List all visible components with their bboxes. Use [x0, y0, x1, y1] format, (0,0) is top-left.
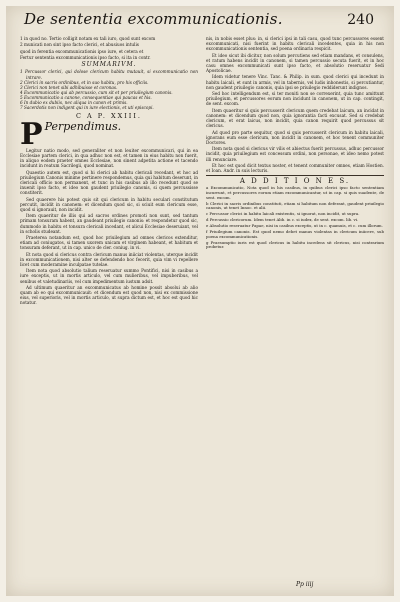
body-paragraph: Et hoc est quod dicit textus noster, et tenent communiter omnes, etiam Hostien. et Ioan. Andr. in suis lecturis.	[206, 162, 384, 174]
additions-heading: A D D I T I O N E S.	[239, 177, 351, 186]
left-column	[20, 36, 198, 307]
chapter-opening	[20, 116, 198, 152]
body-paragraph: Quaestio autem est, quod si hi clerici ab habitu clericali recedant, et hoc ad priuilegium Canonis minime pertinere respondemus, quia qui habitum deserunt, in clericali officio non permanent, et tunc in his casibus ab illo recedunt quod se inuenit ipso facto, et ideo non gaudent priuilegio canonis, si quem percussisse constiterit.	[20, 169, 198, 196]
addition-note: b Clerici in sacris ordinibus constituti, etiam si habitum non deferant, gaudent priuilegio canonis, ut tenet Innoc. et alii.	[206, 200, 384, 211]
right-column	[206, 36, 384, 251]
addition-note: d Percussio clericorum. Idem tenet Abb. in c. si iudex, de sent. excom. lib. vi.	[206, 217, 359, 223]
addition-note: a Excommunicatio, Nota quod in his casibus, in quibus clerici ipso facto sententiam incurrunt, et percussores eorum etiam excommunicantur, ut in cap. si quis suadente, de sent. excom.	[206, 185, 384, 200]
book-page	[6, 6, 394, 596]
body-paragraph: Idem videtur tenere Vinc. Tanc. & Philip. in sum. quod clerici qui incedunt in habitu laicali, et sunt in armis, vel in tabernis, vel ludis inhonestis, si percutiantur, non gaudent priuilegio canonis, quia ipsi se priuilegio reddiderunt indignos.	[206, 74, 384, 90]
running-head	[24, 10, 374, 34]
body-paragraph: Item quaeritur si quis percusserit clericum quem credebat laicum, an incidat in canonem: et dicendum quod non, quia ignorantia facti excusat. Sed si credebat clericum, et erat laicus, non incidit, quia canon requirit quod percussus sit clericus.	[206, 107, 384, 129]
addition-note: c Percussor clerici in habitu laicali existentis, si ignorat, non incidit, ut supra.	[206, 211, 360, 217]
summary-item: 1 Percussor clerici, qui dolose clericum habitu mutauit, si excommunicatio non intrare.	[20, 69, 198, 80]
summary-label: SUMMARIVM.	[81, 61, 137, 69]
addition-note: g Praesumptio iuris est quod clericus in habitu incedens sit clericus, nisi contrarium probetur.	[206, 239, 384, 250]
page-title: De sententia excommunicationis.	[24, 10, 283, 28]
intro-line: 1 in quod no. Tertio colligit notam ex tali iuro, quod sunt excom	[20, 36, 156, 41]
body-paragraph: Sed quaerere his potest quis sit qui clericum in habitu seculari constitutum percutit, incidit in canonem: et dicendum quod sic, si sciuit eum clericum esse, quod si ignorauit, non incidit.	[20, 196, 198, 212]
body-paragraph: Item nota quod si clericus vir vilis et abiectus fuerit percussus, adhuc percussor incidit, quia priuilegium est concessum ordini, non personae, et ideo nemo potest illi renunciare.	[206, 146, 384, 162]
signature-mark: Pp iiij	[296, 581, 314, 588]
body-paragraph: Legitur natio modo, sed generaliter et non leuiter excommunicari, qui in ea Ecclesiae partem clerici, in qua adhuc non est, et tamen in eius habitu non fuerit, in aliquo eodem praeter omnes Ecclesiae, non sinent adpetita actione et tacendo incidunt in reatum Sacrilegii, quod nominat.	[20, 147, 198, 169]
body-paragraph: Praeterea notandum est, quod hoc priuilegium ad omnes clericos extenditur, etiam ad coniugatos, si tamen uxorem unicam et virginem habeant, et habitum et tonsuram deferant, ut in cap. unico de cler. coniug. in vi.	[20, 235, 198, 251]
addition-note: f Priuilegium canonis. Est quod nemo debet manus violentas in clericum iniicere, sub poena excommunicationis.	[206, 228, 384, 239]
body-paragraph: Item quaeritur de illis qui ad sacros ordines promoti non sunt, sed tantum primam tonsuram habent, an gaudeant priuilegio canonis: et respondetur quod sic, dummodo in habitu et tonsura clericali incedant, et alicui Ecclesiae deseruiant, vel in scholis studeant.	[20, 213, 198, 234]
body-paragraph: Ad ultimum quaeritur an excommunicatus ab homine possit absolui ab alio quam ab eo qui excommunicauit: et dicendum est quod non, nisi ex commissione eius, vel superioris, vel in mortis articulo, ut supra dictum est, et hoc est quod hic notatur.	[20, 284, 198, 306]
intro-line: quod in ferentia excommunicationis ipso iure, et cetera et	[20, 48, 144, 54]
summary-item: 4 Excommunicatio qui ab percussio, cum sit et per priuilegium canonis.	[20, 89, 173, 95]
summary-item: 7 Sacerdotis non indigent qui in iure electionis, et uti episcopi.	[20, 105, 154, 111]
divider	[206, 175, 384, 176]
summary-item: 5 Excommunicatio a canone, consequentiae qui paucas et his.	[20, 95, 152, 101]
folio-number: 240	[347, 12, 374, 28]
incipit-word: Perpendimus.	[44, 119, 122, 133]
addition-note: e Absolutio reseruatur Papae, nisi in casibus exceptis, ut in c. quamuis, et c. cum illorum.	[206, 223, 383, 229]
body-paragraph: Et ideo sicut ibi dicitur, non solum percutiens sed etiam mandans, et consulens, et ratum habens incidit in canonem, si tamen percussio secuta fuerit, et in hoc casu omnes excommunicati sunt ipso facto, et absolutio reseruatur Sedi Apostolicae.	[206, 52, 384, 74]
drop-cap: P	[20, 116, 43, 152]
intro-line: Fertur sententia excommunicationis ipso facto, si ita in contr.	[20, 55, 151, 61]
chapter-heading: C A P. XXIII.	[75, 111, 142, 120]
body-paragraph: nis, in nobis esset plus: in, si clerici ipsi in tali casu, quod tunc percussores essent excommunicati, nisi fuerint in habitu clericali incedentes, quia in his non excommunicationis sententia, sed poena ordinaria respicit.	[206, 36, 384, 52]
body-paragraph: Et nota quod si clericus contra clericum manus iniiciat violentas, uterque incidit in excommunicationem, nisi alter se defendendo hoc fecerit, quia vim vi repellere licet cum moderamine inculpatae tutelae.	[20, 251, 198, 267]
body-paragraph: Item nota quod absolutio talium reseruatur summo Pontifici, nisi in casibus a iure exceptis, ut in mortis articulo, vel cum mulieribus, vel impuberibus, vel senibus et valetudinariis, vel cum impedimentum iustum adsit.	[20, 268, 198, 284]
summary-item: 6 In dubio ex dubiis, nec aliqua in canon et primis.	[20, 100, 128, 106]
body-paragraph: Sed hoc intelligendum est, si ter moniti non se correxerint, quia tunc amittunt priuilegium, et percussores eorum non incidunt in canonem, ut in cap. contingit, de sent. excom.	[206, 91, 384, 107]
summary-item: 2 Clerici in sacris ordinibus, et in suo habitu, pro his officiis.	[20, 79, 149, 85]
body-paragraph: Ad quod pro parte sequitur, quod si quis percusserit clericum in habitu laicali, ignorans eum esse clericum, non incidit in canonem, et hoc tenent communiter Doctores.	[206, 129, 384, 145]
intro-line: 2 municati non sint ipso facto clerici, et abusiuos intulis	[20, 42, 139, 48]
summary-item: 3 Clerici non tenet sibi adhibuisse et coronas.	[20, 84, 118, 90]
